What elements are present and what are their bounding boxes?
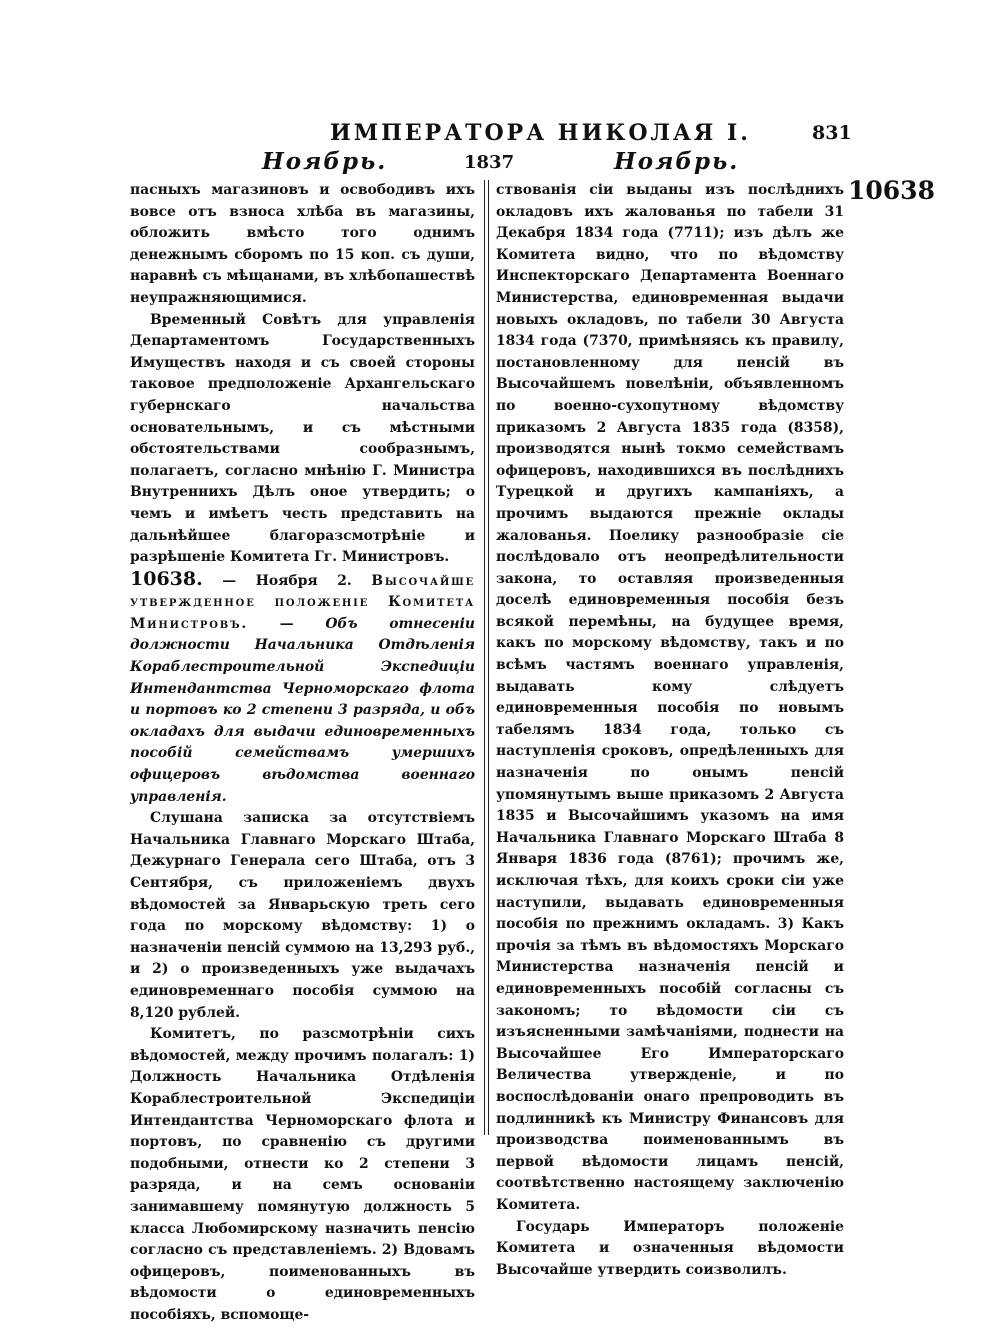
decree-heading [130,569,475,809]
page-number: 831 [812,122,852,144]
decree-number: 10638. [130,567,203,590]
left-column [130,180,475,1326]
column-divider [484,180,489,1135]
right-paragraph-1: ствованія сіи выданы изъ послѣднихъ окладовъ ихъ жалованья по табели 31 Декабря 1834 года (7711); изъ дѣлъ же Комитета видно, что по вѣдомству Инспекторскаго Департамента Военнаго Министерства, единовременная выдачи новыхъ окладовъ, по табели 30 Августа 1834 года (7370, примѣняясь къ правилу, постановленному для пенсій въ Высочайшемъ повелѣніи, объявленномъ по военно-сухопутному вѣдомству приказомъ 2 Августа 1835 года (8358), производятся нынѣ токмо семействамъ офицеровъ, находившихся въ послѣднихъ Турецкой и другихъ кампаніяхъ, а прочимъ выдаются прежніе оклады жалованья. Поелику разнообразіе сіе послѣдовало отъ неопредѣлительности закона, то оставляя произведенныя доселѣ единовременныя пособія безъ всякой перемѣны, на будущее время, какъ по морскому вѣдомству, такъ и по всѣмъ частямъ военнаго управленія, выдавать кому слѣдуетъ единовременныя пособія по новымъ табелямъ 1834 года, только съ наступленія сроковъ, опредѣленныхъ для назначенія по онымъ пенсій упомянутымъ выше приказомъ 2 Августа 1835 и Высочайшимъ указомъ на имя Начальника Главнаго Морскаго Штаба 8 Января 1836 года (8761); прочимъ же, исключая тѣхъ, для коихъ сроки сіи уже наступили, выдавать единовременныя пособія по прежнимъ окладамъ. 3) Какъ прочія за тѣмъ въ вѣдомостяхъ Морскаго Министерства назначенія пенсій и единовременныхъ пособій согласны съ закономъ; то вѣдомости сіи съ изъясненными замѣчаніями, поднести на Высочайшее Его Императорскаго Величества утвержденіе, и по воспослѣдованіи онаго препроводить въ подлинникѣ къ Министру Финансовъ для производства поименованнымъ въ первой вѣдомости лицамъ пенсій, соотвѣтственно настоящему заключенію Комитета. [496,182,844,1213]
left-paragraph-1: пасныхъ магазиновъ и освободивъ ихъ вовсе отъ взноса хлѣба въ магазины, обложить вмѣсто того однимъ денежнымъ сборомъ по 15 коп. съ души, наравнѣ съ мѣщанами, въ хлѣбопашествѣ неупражняющимися. [130,182,475,306]
left-paragraph-4: Комитетъ, по разсмотрѣніи сихъ вѣдомостей, между прочимъ полагалъ: 1) Должность Начальника Отдѣленія Кораблестроительной Экспедиціи Интендантства Черноморскаго флота и портовъ, по сравненію съ другими подобными, отнести ко 2 степени 3 разряда, и на семъ основаніи занимавшему помянутую должность 5 класса Любомирскому назначить пенсію согласно съ представленіемъ. 2) Вдовамъ офицеровъ, поименованныхъ въ вѣдомости о единовременныхъ пособіяхъ, вспомоще- [130,1026,475,1323]
month-right: Ноябрь. [614,148,740,175]
decree-type: Высочайше утвержденное положеніе Комитета Министровъ. [130,572,475,632]
decree-dash: — [248,615,326,632]
right-column [496,180,844,1281]
left-paragraph-2: Временный Совѣтъ для управленія Департаментомъ Государственныхъ Имуществъ находя и съ своей стороны таковое предположеніе Архангельскаго губернскаго начальства основательнымъ, и съ мѣстными обстоятельствами сообразнымъ, полагаетъ, согласно мнѣнію Г. Министра Внутреннихъ Дѣлъ оное утвердить; о чемъ и имѣетъ честь представить на дальнѣйшее благоразсмотрѣніе и разрѣшеніе Комитета Гг. Министровъ. [130,311,475,566]
right-paragraph-2: Государь Императоръ положеніе Комитета и означенныя вѣдомости Высочайше утвердить соизволилъ. [496,1218,844,1278]
decree-date: — Ноября 2. [202,572,372,589]
year: 1837 [464,152,515,173]
running-head: ИМПЕРАТОРА НИКОЛАЯ I. [330,120,751,146]
left-paragraph-3: Слушана записка за отсутствіемъ Начальника Главнаго Морскаго Штаба, Дежурнаго Генерала сего Штаба, отъ 3 Сентября, съ приложеніемъ двухъ вѣдомостей за Январьскую треть сего года по морскому вѣдомству: 1) о назначеніи пенсій суммою на 13,293 руб., и 2) о произведенныхъ уже выдачахъ единовременнаго пособія суммою на 8,120 рублей. [130,810,475,1021]
month-left: Ноябрь. [262,148,388,175]
margin-decree-number: 10638 [848,176,935,205]
decree-title: Объ отнесеніи должности Начальника Отдѣленія Кораблестроительной Экспедиціи Интендантства Черноморскаго флота и портовъ ко 2 степени 3 разряда, и объ окладахъ для выдачи единовременныхъ пособій семействамъ умершихъ офицеровъ вѣдомства военнаго управленія. [130,615,475,805]
